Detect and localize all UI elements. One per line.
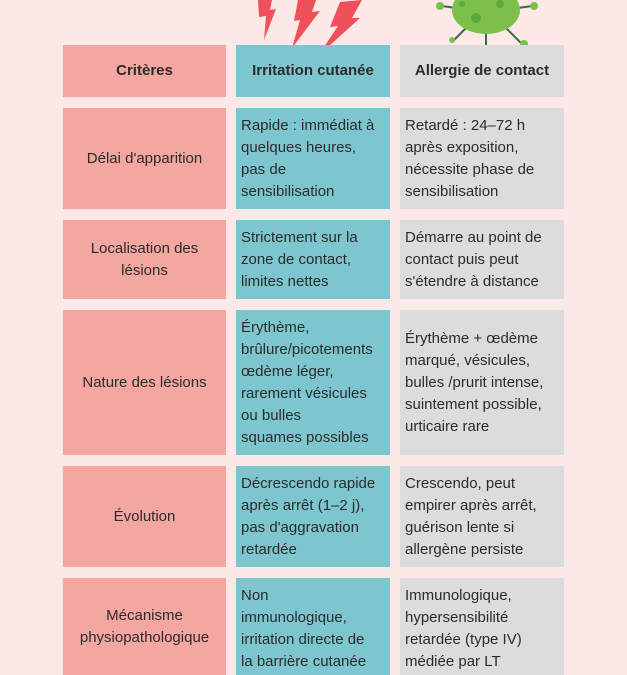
row-nature-allergy [400,310,564,455]
header-criteria [63,45,226,97]
criterion-label: Localisation des lésions [90,239,199,279]
row-delay-criterion [63,108,226,209]
row-delay-irritation [236,108,390,209]
irritation-text: Strictement sur la zone de contact, limites nettes [241,229,358,290]
row-evolution-irritation [236,466,390,567]
allergy-text: Crescendo, peut empirer après arrêt, guérison lente si allergène persiste [405,475,537,558]
allergy-text: Retardé : 24–72 h après exposition, nécessite phase de sensibilisation [405,117,535,200]
irritation-text: Décrescendo rapide après arrêt (1–2 j), pas d'aggravation retardée [241,475,376,558]
header-criteria-label: Critères [116,62,173,79]
row-nature-criterion [63,310,226,455]
row-mechanism-allergy [400,578,564,675]
criterion-label: Délai d'apparition [86,149,203,167]
allergy-text: Érythème + œdème marqué, vésicules, bulles /prurit intense, suintement possible, urticaire rare [405,329,544,435]
row-location-allergy [400,220,564,299]
row-nature-irritation [236,310,390,455]
header-allergy [400,45,564,97]
irritation-text: Rapide : immédiat à quelques heures, pas de sensibilisation [241,117,375,200]
row-mechanism-irritation [236,578,390,675]
criterion-label: Évolution [113,507,176,525]
header-irritation [236,45,390,97]
header-allergy-label: Allergie de contact [414,62,550,79]
row-delay-allergy [400,108,564,209]
allergy-text: Démarre au point de contact puis peut s'étendre à distance [405,229,542,290]
allergy-text: Immunologique, hypersensibilité retardée (type IV) médiée par LT [405,587,522,670]
irritation-text: Non immunologique, irritation directe de la barrière cutanée [241,587,367,670]
row-location-criterion [63,220,226,299]
row-evolution-allergy [400,466,564,567]
criterion-label: Mécanisme physiopathologique [79,606,210,646]
header-irritation-label: Irritation cutanée [252,62,374,79]
criterion-label: Nature des lésions [82,373,207,391]
row-mechanism-criterion [63,578,226,675]
irritation-text: Érythème, brûlure/picotements œdème léger, rarement vésicules ou bulles squames possibles [241,319,373,446]
row-evolution-criterion [63,466,226,567]
row-location-irritation [236,220,390,299]
